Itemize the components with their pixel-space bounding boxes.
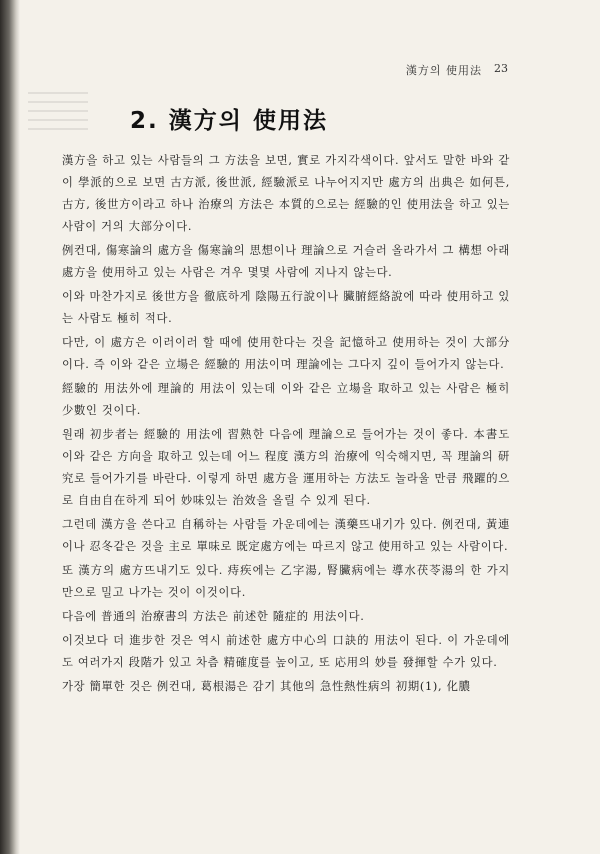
paragraph-10: 이것보다 더 進步한 것은 역시 前述한 處方中心의 口訣的 用法이 된다. 이 가운데에도 여러가지 段階가 있고 차츰 精確度를 높이고, 또 応用의 妙를 發揮할 수가 있다.: [62, 634, 510, 669]
paragraph-8: 또 漢方의 處方뜨내기도 있다. 痔疾에는 乙字湯, 腎臟病에는 導水茯苓湯의 한 가지만으로 밀고 나가는 것이 이것이다.: [62, 564, 510, 599]
paragraph-3: 이와 마찬가지로 後世方을 徹底하게 陰陽五行說이나 臟腑經絡說에 따라 使用하고 있는 사람도 極히 적다.: [62, 290, 510, 325]
paragraph-7: 그런데 漢方을 쓴다고 自稱하는 사람들 가운데에는 漢藥뜨내기가 있다. 例컨대, 黃連이나 忍冬같은 것을 主로 單味로 既定處方에는 따르지 않고 使用하고 있는 사람이다.: [62, 518, 510, 553]
section-title: 2. 漢方의 使用法: [130, 108, 328, 134]
page-number: 23: [494, 62, 508, 75]
page-gutter-shadow: [0, 0, 20, 854]
paragraph-6: 원래 初步者는 經驗的 用法에 習熟한 다음에 理論으로 들어가는 것이 좋다. 本書도 이와 같은 方向을 取하고 있는데 어느 程度 漢方의 治療에 익숙해지면, 꼭 理論의 研究로 들어가기를 바란다. 이렇게 하면 處方을 運用하는 方法도 놀라울 만큼 飛躍的으로 自由自在하게 되어 妙味있는 治效을 올릴 수 있게 된다.: [62, 428, 510, 507]
paragraph-2: 例컨대, 傷寒論의 處方을 傷寒論의 思想이나 理論으로 거슬러 올라가서 그 構想 아래 處方을 使用하고 있는 사람은 겨우 몇몇 사람에 지나지 않는다.: [62, 244, 510, 279]
paragraph-9: 다음에 普通의 治療書의 方法은 前述한 隨症的 用法이다.: [62, 610, 365, 623]
bleed-through-marks: [28, 92, 88, 132]
paragraph-11: 가장 簡單한 것은 例컨대, 葛根湯은 감기 其他의 急性熱性病의 初期(1), 化膿: [62, 680, 471, 693]
body-text: [62, 150, 510, 700]
paragraph-5: 經驗的 用法外에 理論的 用法이 있는데 이와 같은 立場을 取하고 있는 사람은 極히 少數인 것이다.: [62, 382, 510, 417]
running-header-title: 漢方의 使用法: [405, 64, 482, 77]
paragraph-1: 漢方을 하고 있는 사람들의 그 方法을 보면, 實로 가지각색이다. 앞서도 말한 바와 같이 學派的으로 보면 古方派, 後世派, 經驗派로 나누어지지만 處方의 出典은 如何튼, 古方, 後世方이라고 하나 治療의 方法은 本質的으로는 經驗的인 使用法을 하고 있는 사람이 거의 大部分이다.: [62, 154, 510, 233]
paragraph-4: 다만, 이 處方은 이러이러 할 때에 使用한다는 것을 記憶하고 使用하는 것이 大部分이다. 즉 이와 같은 立場은 經驗的 用法이며 理論에는 그다지 깊이 들어가지 않는다.: [62, 336, 510, 371]
